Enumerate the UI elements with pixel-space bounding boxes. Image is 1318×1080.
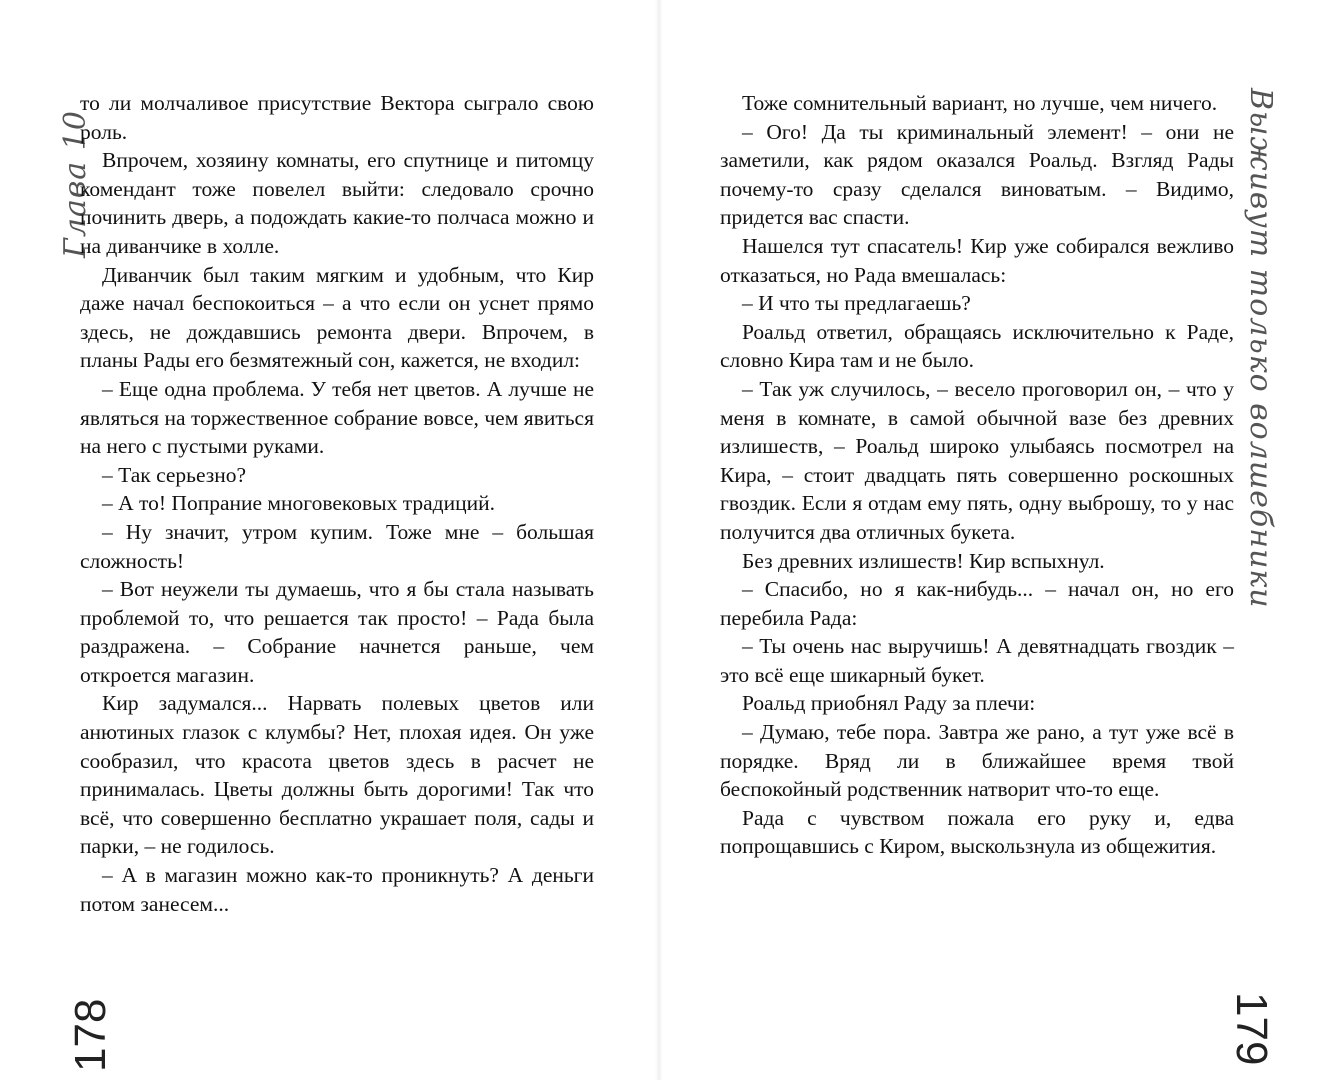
right-page-text xyxy=(720,89,1234,861)
paragraph: – И что ты предлагаешь? xyxy=(742,291,971,316)
page-number-left: 178 xyxy=(66,998,115,1072)
paragraph: Тоже сомнительный вариант, но лучше, чем ничего. xyxy=(742,91,1218,115)
paragraph: – Спасибо, но я как-нибудь... – начал он, но его перебила Рада: xyxy=(720,577,1234,630)
page-number-right: 179 xyxy=(1227,992,1276,1066)
right-page xyxy=(659,0,1318,1080)
paragraph: – А в магазин можно как-то проникнуть? А деньги потом занесем... xyxy=(80,863,594,916)
paragraph: Без древних излишеств! Кир вспыхнул. xyxy=(742,548,1105,573)
paragraph: – А то! Попрание многовековых традиций. xyxy=(102,491,496,516)
paragraph: – Думаю, тебе пора. Завтра же рано, а тут уже всё в порядке. Вряд ли в ближайшее время твой беспокойный родственник натворит что-то еще. xyxy=(720,720,1234,802)
paragraph: – Так уж случилось, – весело проговорил он, – что у меня в комнате, в самой обычной вазе без древних излишеств, – Роальд широко улыбаясь посмотрел на Кира, – стоит двадцать пять совершенно роскошных гвоздик. Если я отдам ему пять, одну выброшу, то у нас получится два отличных букета. xyxy=(720,376,1234,544)
paragraph: Роальд приобнял Раду за плечи: xyxy=(742,691,1036,716)
paragraph: Нашелся тут спасатель! Кир уже собирался вежливо отказаться, но Рада вмешалась: xyxy=(720,233,1234,287)
paragraph: Роальд ответил, обращаясь исключительно к Раде, словно Кира там и не было. xyxy=(720,319,1234,373)
paragraph: Впрочем, хозяину комнаты, его спутнице и питомцу комендант тоже повелел выйти: следовало срочно починить дверь, а подождать какие-то полчаса можно и на диванчике в холле. xyxy=(80,148,594,258)
paragraph: – Так серьезно? xyxy=(102,462,247,487)
paragraph: – Вот неужели ты думаешь, что я бы стала называть проблемой то, что решается так просто! – Рада была раздражена. – Собрание начнется раньше, чем откроется магазин. xyxy=(80,577,594,687)
paragraph: – Еще одна проблема. У тебя нет цветов. А лучше не являться на торжественное собрание вовсе, чем явиться на него с пустыми руками. xyxy=(80,376,594,459)
left-page-text xyxy=(80,89,594,918)
paragraph: Кир задумался... Нарвать полевых цветов или анютиных глазок с клумбы? Нет, плохая идея. Он уже сообразил, что красота цветов здесь в расчет не принималась. Цветы должны быть дорогими! Так что всё, что совершенно бесплатно украшает поля, сады и парки, – не годилось. xyxy=(80,691,594,859)
running-head-right: Выживут только волшебники xyxy=(1243,88,1278,609)
book-gutter xyxy=(655,0,663,1080)
paragraph: Рада с чувством пожала его руку и, едва попрощавшись с Киром, выскользнула из общежития. xyxy=(720,805,1234,859)
paragraph: Диванчик был таким мягким и удобным, что Кир даже начал беспокоиться – а что если он уснет прямо здесь, не дождавшись ремонта двери. Впрочем, в планы Рады его безмятежный сон, кажется, не входил: xyxy=(80,262,594,373)
paragraph: – Ого! Да ты криминальный элемент! – они не заметили, как рядом оказался Роальд. Взгляд Рады почему-то сразу сделался виноватым. – Видимо, придется вас спасти. xyxy=(720,119,1234,230)
running-head-left: Глава 10 xyxy=(58,110,93,258)
paragraph: – Ты очень нас выручишь! А девятнадцать гвоздик – это всё еще шикарный букет. xyxy=(720,634,1234,687)
paragraph: то ли молчаливое присутствие Вектора сыграло свою роль. xyxy=(80,91,594,144)
paragraph: – Ну значит, утром купим. Тоже мне – большая сложность! xyxy=(80,519,594,573)
